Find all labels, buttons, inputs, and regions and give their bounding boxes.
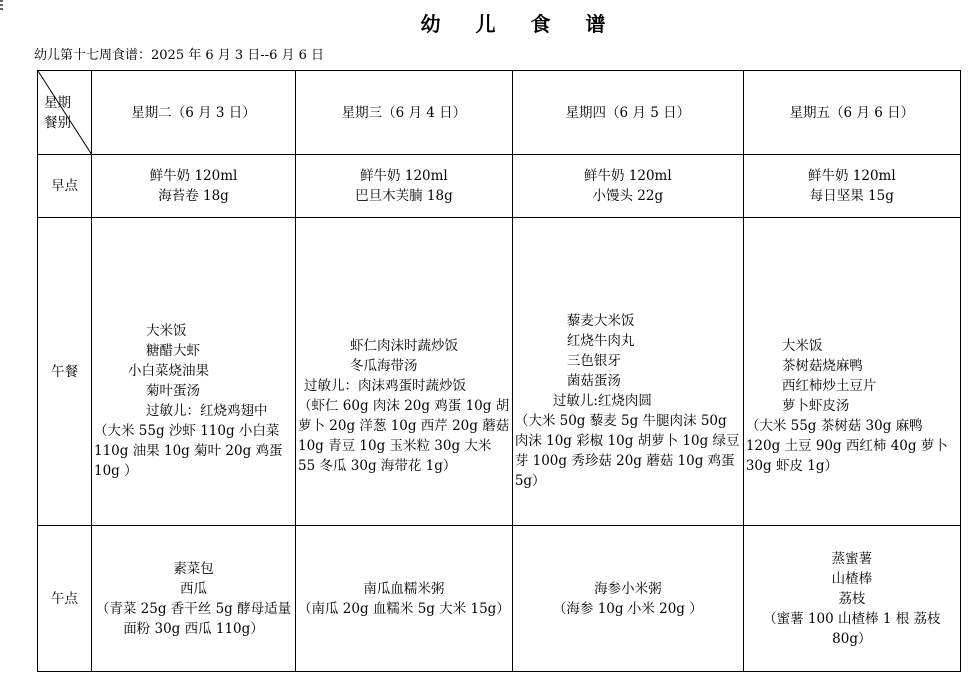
meal-label-breakfast: 早点 [38, 155, 92, 218]
ingredients-text: （虾仁 60g 肉沫 20g 鸡蛋 10g 胡萝卜 20g 洋葱 10g 西芹 20g 蘑菇 10g 青豆 10g 玉米粒 30g 大米 55 冬瓜 30g 海带花 1g） [298, 397, 510, 474]
menu-line: 鲜牛奶 120ml [807, 168, 896, 184]
snack-cell-fri [743, 526, 960, 672]
day-header-wed: 星期三（6 月 4 日） [296, 71, 513, 155]
snack-line: 海参小米粥 [594, 580, 662, 597]
dish-line: 过敏儿:红烧肉圆 [552, 392, 652, 409]
day-header-tue: 星期二（6 月 3 日） [92, 71, 296, 155]
lunch-cell-fri [743, 218, 960, 526]
header-row [38, 71, 961, 155]
dish-line: 茶树菇烧麻鸭 [781, 357, 863, 374]
snack-ingredients: （海参 10g 小米 20g ） [552, 600, 703, 617]
snack-ingredients: （南瓜 20g 血糯米 5g 大米 15g） [298, 600, 510, 617]
ingredients-text: （大米 55g 沙虾 110g 小白菜 110g 油果 10g 菊叶 20g 鸡蛋 10g ） [94, 422, 283, 479]
snack-line: 荔枝 [838, 590, 866, 607]
week-subtitle: 幼儿第十七周食谱：2025 年 6 月 3 日--6 月 6 日 [34, 48, 325, 63]
ingredients-text: （大米 55g 茶树菇 30g 麻鸭 120g 土豆 90g 西红柿 40g 萝卜 30g 虾皮 1g） [745, 417, 948, 474]
snack-ingredients: （青菜 25g 香干丝 5g 酵母适量 面粉 30g 西瓜 110g） [95, 600, 292, 637]
snack-line: 蒸蜜薯 [831, 550, 873, 567]
dish-line: 冬瓜海带汤 [350, 357, 418, 374]
dish-line: 菌菇蛋汤 [566, 372, 621, 389]
page-title: 幼 儿 食 谱 [420, 12, 620, 36]
dish-line: 小白菜烧油果 [128, 362, 209, 379]
dish-line: 大米饭 [781, 337, 823, 354]
menu-line: 海苔卷 18g [158, 188, 229, 204]
lunch-row [38, 218, 961, 526]
dish-line: 西红柿炒土豆片 [781, 377, 877, 394]
snack-line: 南瓜血糯米粥 [363, 580, 445, 597]
dish-line: 糖醋大虾 [146, 342, 200, 359]
weekday-axis-label: 星期 [44, 95, 71, 111]
meal-label-snack: 午点 [38, 526, 92, 672]
breakfast-cell-thu [512, 155, 743, 218]
ingredients-text: （大米 50g 藜麦 5g 牛腿肉沫 50g 肉沫 10g 彩椒 10g 胡萝卜 10g 绿豆芽 100g 秀珍菇 20g 蘑菇 10g 鸡蛋 5g） [514, 412, 740, 489]
lunch-cell-thu [512, 218, 743, 526]
day-header-thu: 星期四（6 月 5 日） [512, 71, 743, 155]
snack-line: 素菜包 [173, 560, 214, 577]
dish-line: 萝卜虾皮汤 [781, 397, 850, 414]
breakfast-row [38, 155, 961, 218]
dish-line: 藜麦大米饭 [566, 312, 635, 329]
menu-line: 鲜牛奶 120ml [360, 168, 448, 184]
breakfast-cell-fri [743, 155, 960, 218]
dish-line: 过敏儿：肉沫鸡蛋时蔬炒饭 [304, 377, 466, 394]
day-header-fri: 星期五（6 月 6 日） [743, 71, 960, 155]
lunch-cell-wed [296, 218, 513, 526]
menu-line: 鲜牛奶 120ml [149, 168, 238, 184]
meal-axis-label: 餐别 [44, 115, 71, 131]
dish-line: 红烧牛肉丸 [566, 332, 635, 349]
lunch-cell-tue [92, 218, 296, 526]
menu-line: 巴旦木芙腩 18g [355, 188, 453, 204]
snack-row [38, 526, 961, 672]
corner-header-cell [38, 71, 92, 155]
snack-cell-tue [92, 526, 296, 672]
snack-cell-thu [512, 526, 743, 672]
snack-line: 山楂棒 [831, 570, 873, 587]
breakfast-cell-wed [296, 155, 513, 218]
snack-cell-wed [296, 526, 513, 672]
meal-label-lunch: 午餐 [38, 218, 92, 526]
dish-line: 三色银牙 [566, 352, 621, 369]
dish-line: 大米饭 [146, 322, 187, 339]
dish-line: 菊叶蛋汤 [146, 382, 200, 399]
menu-line: 鲜牛奶 120ml [583, 168, 672, 184]
snack-ingredients: （蜜薯 100 山楂棒 1 根 荔枝 80g） [763, 610, 941, 647]
dish-line: 过敏儿：红烧鸡翅中 [146, 402, 268, 419]
breakfast-cell-tue [92, 155, 296, 218]
menu-table [37, 70, 961, 672]
dish-line: 虾仁肉沫时蔬炒饭 [350, 337, 458, 354]
menu-line: 每日坚果 15g [809, 188, 894, 204]
menu-line: 小馒头 22g [592, 188, 664, 204]
snack-line: 西瓜 [180, 580, 207, 597]
